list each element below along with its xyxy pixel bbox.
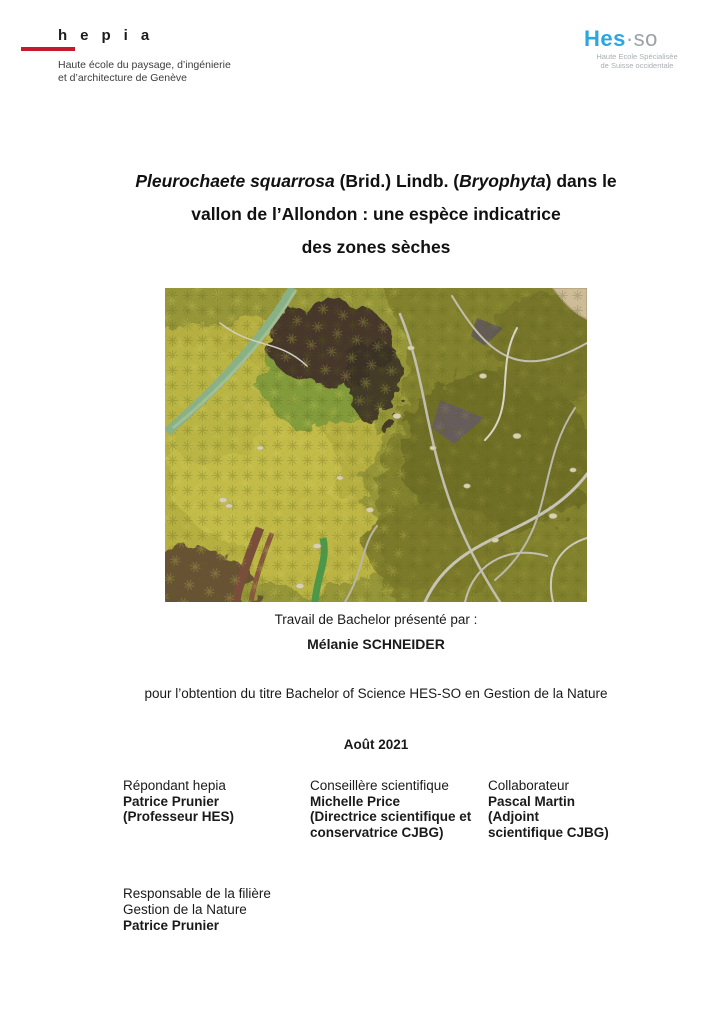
program-line-2: Gestion de la Nature [123, 902, 247, 917]
title-line-1: Pleurochaete squarrosa (Brid.) Lindb. (Bryophyta) dans le [135, 171, 617, 191]
date-line: Août 2021 [343, 737, 409, 752]
hepia-red-rule [21, 47, 75, 51]
title-line-3: des zones sèches [301, 237, 451, 257]
committee-title-line: (Adjoint [488, 809, 539, 825]
program-head-name: Patrice Prunier [123, 918, 220, 933]
hesso-wordmark [584, 27, 694, 51]
hepia-tagline-line1: Haute école du paysage, d’ingénierie [58, 59, 231, 71]
hesso-wordmark-hes: Hes [584, 26, 626, 51]
hesso-tagline [589, 53, 685, 70]
committee-column-hepia [123, 778, 308, 825]
committee-role: Conseillère scientifique [310, 778, 449, 793]
hesso-tagline-line2: de Suisse occidentale [600, 60, 674, 70]
committee-title-line: scientifique CJBG) [488, 825, 609, 841]
hepia-tagline-line2: et d’architecture de Genève [58, 71, 187, 84]
committee-name: Pascal Martin [488, 793, 576, 809]
document-title [96, 165, 656, 264]
program-head-section [123, 886, 271, 934]
moss-photo-graphic [165, 288, 587, 602]
committee-name: Patrice Prunier [123, 793, 220, 809]
hesso-logo [584, 27, 694, 70]
committee-role: Collaborateur [488, 778, 570, 793]
hepia-wordmark: hepia [58, 27, 163, 44]
hesso-wordmark-so: ·so [625, 26, 658, 51]
committee-title-line: (Professeur HES) [123, 809, 235, 825]
cover-photo-moss [165, 288, 587, 602]
presented-by-line: Travail de Bachelor présenté par : [274, 612, 478, 627]
hepia-tagline [58, 59, 251, 84]
committee-title-line: (Directrice scientifique et [310, 809, 472, 825]
committee-column-scientific-advisor [310, 778, 492, 841]
title-line-2: vallon de l’Allondon : une espèce indicatrice [191, 204, 561, 224]
hepia-logo [21, 28, 251, 84]
committee-role: Répondant hepia [123, 778, 226, 793]
author-name: Mélanie SCHNEIDER [307, 636, 445, 652]
degree-line: pour l’obtention du titre Bachelor of Science HES-SO en Gestion de la Nature [144, 686, 608, 701]
committee-name: Michelle Price [310, 793, 401, 809]
hesso-tagline-line1: Haute Ecole Spécialisée [596, 52, 678, 61]
program-line-1: Responsable de la filière [123, 886, 271, 901]
committee-title-line: conservatrice CJBG) [310, 825, 444, 841]
committee-column-collaborator [488, 778, 653, 841]
